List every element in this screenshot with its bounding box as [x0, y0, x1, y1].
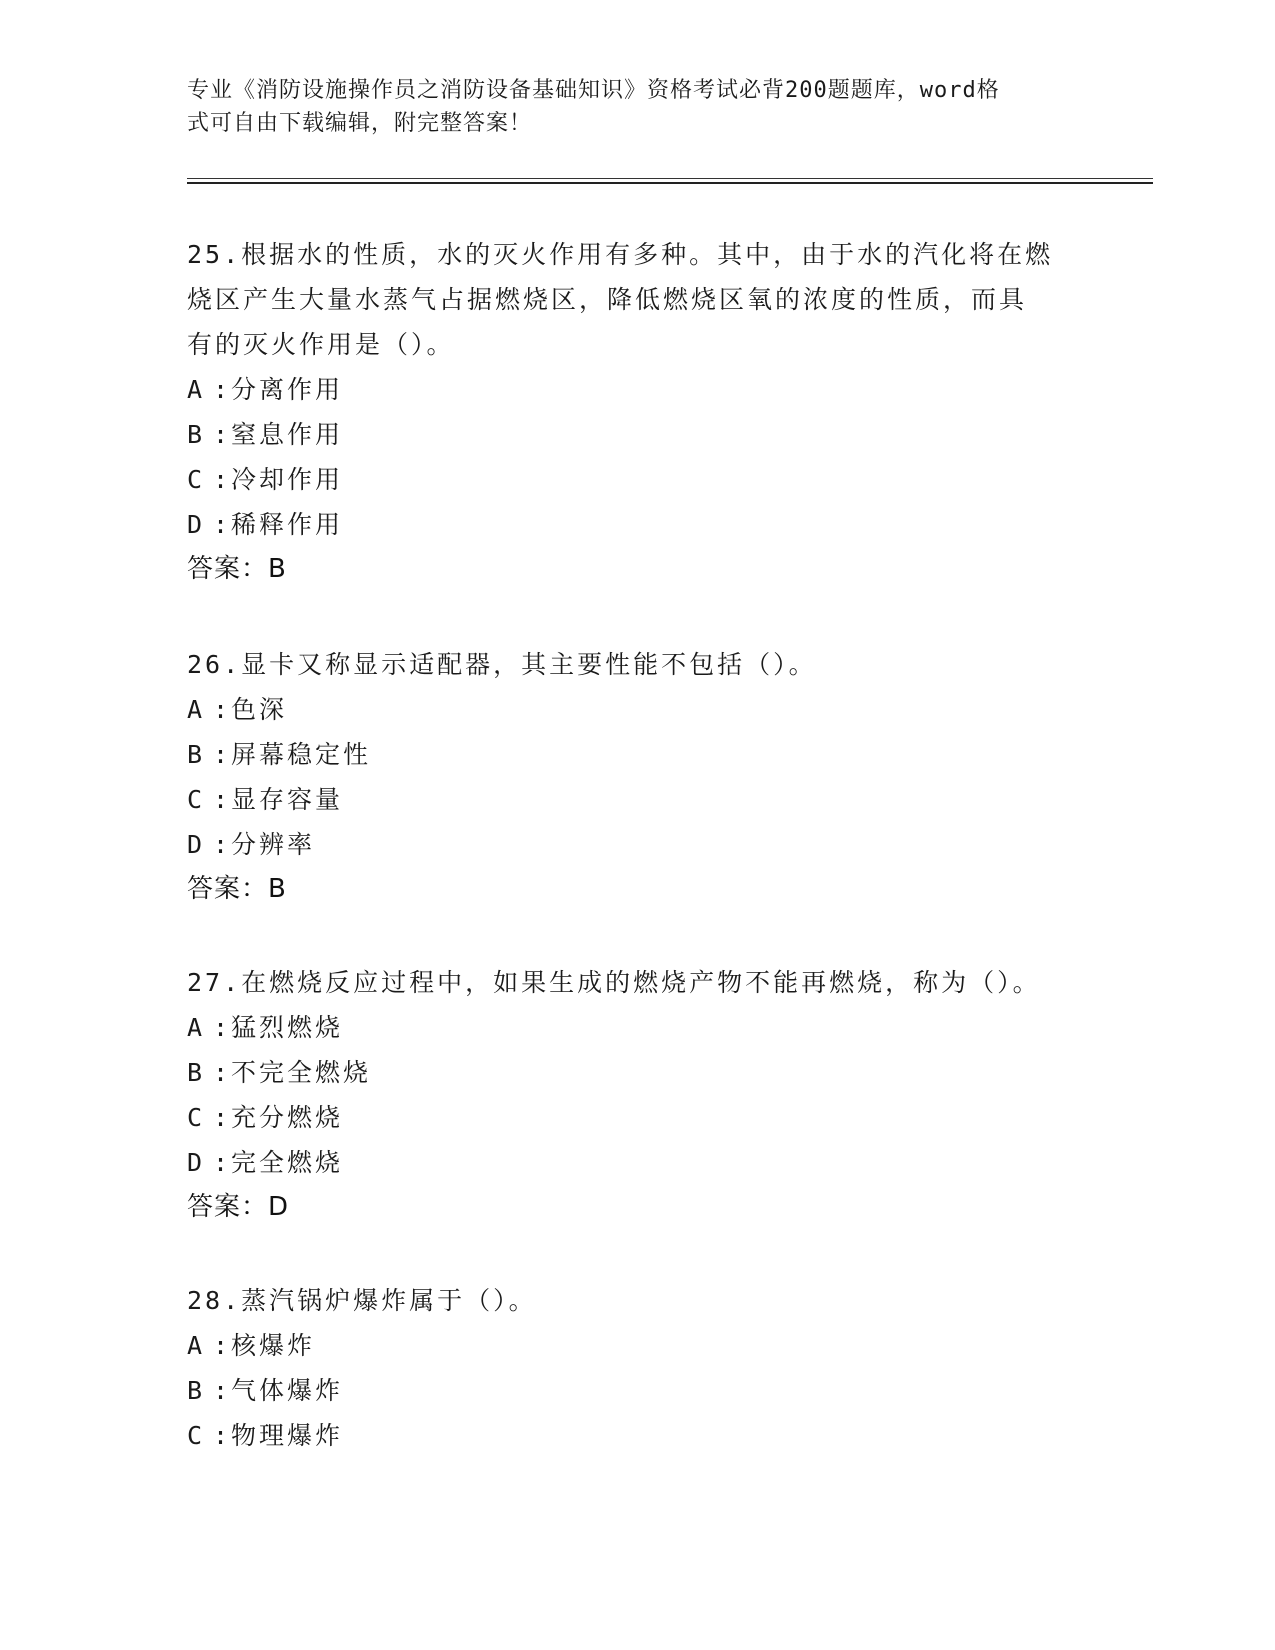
option-text: 色深: [231, 695, 288, 724]
question-25: [187, 232, 1087, 592]
option-a: A : 分离作用: [187, 367, 1087, 412]
option-letter: C: [187, 1103, 203, 1132]
option-text: 物理爆炸: [231, 1421, 344, 1450]
option-letter: B: [187, 420, 203, 449]
option-a: A : 猛烈燃烧: [187, 1005, 1087, 1050]
question-stem-line: 28.蒸汽锅炉爆炸属于（）。: [187, 1286, 537, 1315]
option-letter: A: [187, 1331, 203, 1360]
header-divider-thick: [187, 182, 1153, 184]
option-letter: A: [187, 375, 203, 404]
option-text: 核爆炸: [231, 1331, 316, 1360]
question-26: [187, 642, 1087, 912]
question-stem-line: 26.显卡又称显示适配器，其主要性能不包括（）。: [187, 650, 817, 679]
option-b: B : 气体爆炸: [187, 1368, 1087, 1413]
question-28: [187, 1278, 1087, 1458]
option-letter: D: [187, 1148, 203, 1177]
option-letter: B: [187, 1058, 203, 1087]
option-letter: B: [187, 1376, 203, 1405]
question-stem-line: 25.根据水的性质，水的灭火作用有多种。其中，由于水的汽化将在燃: [187, 240, 1054, 269]
option-c: C : 显存容量: [187, 777, 1087, 822]
option-text: 气体爆炸: [231, 1376, 344, 1405]
option-text: 分辨率: [231, 830, 316, 859]
option-d: D : 分辨率: [187, 822, 1087, 867]
option-letter: A: [187, 695, 203, 724]
option-text: 不完全燃烧: [231, 1058, 372, 1087]
option-d: D : 稀释作用: [187, 502, 1087, 547]
question-stem-line: 27.在燃烧反应过程中，如果生成的燃烧产物不能再燃烧，称为（）。: [187, 968, 1041, 997]
question-27: [187, 960, 1087, 1230]
option-text: 稀释作用: [231, 510, 344, 539]
option-text: 猛烈燃烧: [231, 1013, 344, 1042]
option-letter: D: [187, 830, 203, 859]
option-letter: B: [187, 740, 203, 769]
option-c: C : 冷却作用: [187, 457, 1087, 502]
option-letter: D: [187, 510, 203, 539]
header-line-1: 专业《消防设施操作员之消防设备基础知识》资格考试必背200题题库，word格: [187, 78, 1000, 103]
option-a: A : 色深: [187, 687, 1087, 732]
header-line-2: 式可自由下载编辑，附完整答案！: [187, 111, 533, 136]
option-c: C : 物理爆炸: [187, 1413, 1087, 1458]
answer-line: 答案：D: [187, 1192, 290, 1222]
option-text: 完全燃烧: [231, 1148, 344, 1177]
answer-line: 答案：B: [187, 554, 287, 584]
option-b: B : 窒息作用: [187, 412, 1087, 457]
option-text: 分离作用: [231, 375, 344, 404]
option-a: A : 核爆炸: [187, 1323, 1087, 1368]
option-c: C : 充分燃烧: [187, 1095, 1087, 1140]
option-text: 显存容量: [231, 785, 344, 814]
question-stem-line: 烧区产生大量水蒸气占据燃烧区，降低燃烧区氧的浓度的性质，而具: [187, 285, 1028, 314]
option-b: B : 屏幕稳定性: [187, 732, 1087, 777]
option-letter: A: [187, 1013, 203, 1042]
option-text: 充分燃烧: [231, 1103, 344, 1132]
option-d: D : 完全燃烧: [187, 1140, 1087, 1185]
header-divider-thin: [187, 178, 1153, 179]
answer-line: 答案：B: [187, 874, 287, 904]
question-stem-line: 有的灭火作用是（）。: [187, 330, 455, 359]
option-text: 屏幕稳定性: [231, 740, 372, 769]
option-text: 窒息作用: [231, 420, 344, 449]
document-header: [187, 74, 1067, 140]
option-b: B : 不完全燃烧: [187, 1050, 1087, 1095]
option-letter: C: [187, 1421, 203, 1450]
option-text: 冷却作用: [231, 465, 344, 494]
option-letter: C: [187, 785, 203, 814]
option-letter: C: [187, 465, 203, 494]
